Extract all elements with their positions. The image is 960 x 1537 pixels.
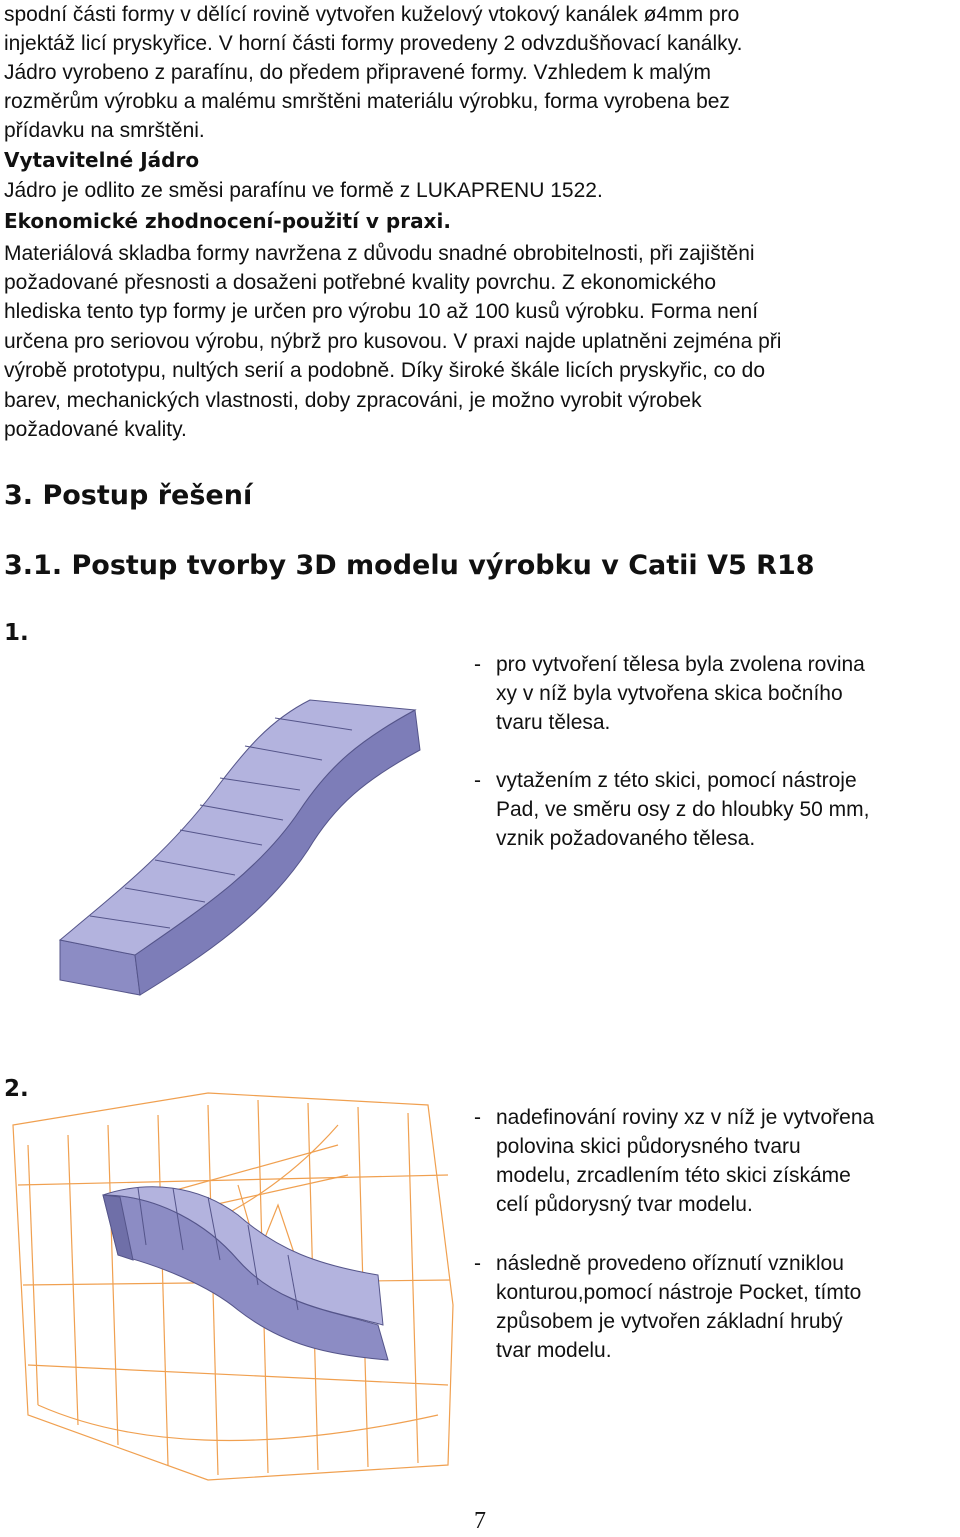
text-line: injektáž licí pryskyřice. V horní části formy provedeny 2 odvzdušňovací kanálky.: [4, 32, 743, 55]
text-line: spodní části formy v dělící rovině vytvořen kuželový vtokový kanálek ø4mm pro: [4, 3, 740, 26]
text-line: hlediska tento typ formy je určen pro výrobu 10 až 100 kusů výrobku. Forma není: [4, 300, 759, 323]
bullet-dash: -: [474, 1252, 481, 1275]
text-line: požadované přesnosti a dosaženi potřebné kvality povrchu. Z ekonomického: [4, 271, 717, 294]
bullet-line: tvar modelu.: [496, 1339, 612, 1362]
text-line: určena pro seriovou výrobu, nýbrž pro kusovou. V praxi najde uplatněni zejména při: [4, 330, 782, 353]
model-figure-extrusion: [30, 660, 450, 1000]
bullet-line: vznik požadovaného tělesa.: [496, 827, 756, 850]
bullet-line: tvaru tělesa.: [496, 711, 611, 734]
bullet-line: konturou,pomocí nástroje Pocket, tímto: [496, 1281, 862, 1304]
step-number: 1.: [4, 620, 29, 646]
bullet-line: xy v níž byla vytvořena skica bočního: [496, 682, 843, 705]
text-line: požadované kvality.: [4, 418, 187, 441]
core-text: Jádro je odlito ze směsi parafínu ve formě z LUKAPRENU 1522.: [4, 179, 603, 202]
step-number: 2.: [4, 1076, 29, 1102]
bullet-dash: -: [474, 653, 481, 676]
bullet-line: modelu, zrcadlením této skici získáme: [496, 1164, 851, 1187]
bullet-dash: -: [474, 769, 481, 792]
text-line: přídavku na smrštěni.: [4, 119, 205, 142]
text-line: barev, mechanických vlastnosti, doby zpracováni, je možno vyrobit výrobek: [4, 389, 702, 412]
step1-bullet-1: [474, 650, 956, 737]
bullet-line: způsobem je vytvořen základní hrubý: [496, 1310, 843, 1333]
core-heading: Vytavitelné Jádro: [4, 148, 200, 172]
bullet-line: pro vytvoření tělesa byla zvolena rovina: [496, 653, 865, 676]
bullet-line: celí půdorysný tvar modelu.: [496, 1193, 753, 1216]
bullet-dash: -: [474, 1106, 481, 1129]
eco-heading: Ekonomické zhodnocení-použití v praxi.: [4, 209, 451, 233]
step1-bullet-2: [474, 766, 956, 853]
bullet-line: následně provedeno oříznutí vzniklou: [496, 1252, 844, 1275]
step2-bullet-1: [474, 1103, 956, 1219]
subsection-heading: 3.1. Postup tvorby 3D modelu výrobku v Catii V5 R18: [4, 550, 815, 581]
text-line: výrobě prototypu, nultých serií a podobně. Díky široké škále licích pryskyřic, co do: [4, 359, 766, 382]
page-number: 7: [474, 1508, 486, 1534]
section-heading: 3. Postup řešení: [4, 480, 253, 511]
text-line: Jádro vyrobeno z parafínu, do předem připravené formy. Vzhledem k malým: [4, 61, 711, 84]
model-figure-pocket: [8, 1085, 468, 1485]
bullet-line: vytažením z této skici, pomocí nástroje: [496, 769, 857, 792]
step2-bullet-2: [474, 1249, 956, 1365]
bullet-line: nadefinování roviny xz v níž je vytvořena: [496, 1106, 875, 1129]
text-line: rozměrům výrobku a malému smrštěni materiálu výrobku, forma vyrobena bez: [4, 90, 730, 113]
text-line: Materiálová skladba formy navržena z důvodu snadné obrobitelnosti, při zajištěni: [4, 242, 755, 265]
bullet-line: Pad, ve směru osy z do hloubky 50 mm,: [496, 798, 870, 821]
bullet-line: polovina skici půdorysného tvaru: [496, 1135, 801, 1158]
